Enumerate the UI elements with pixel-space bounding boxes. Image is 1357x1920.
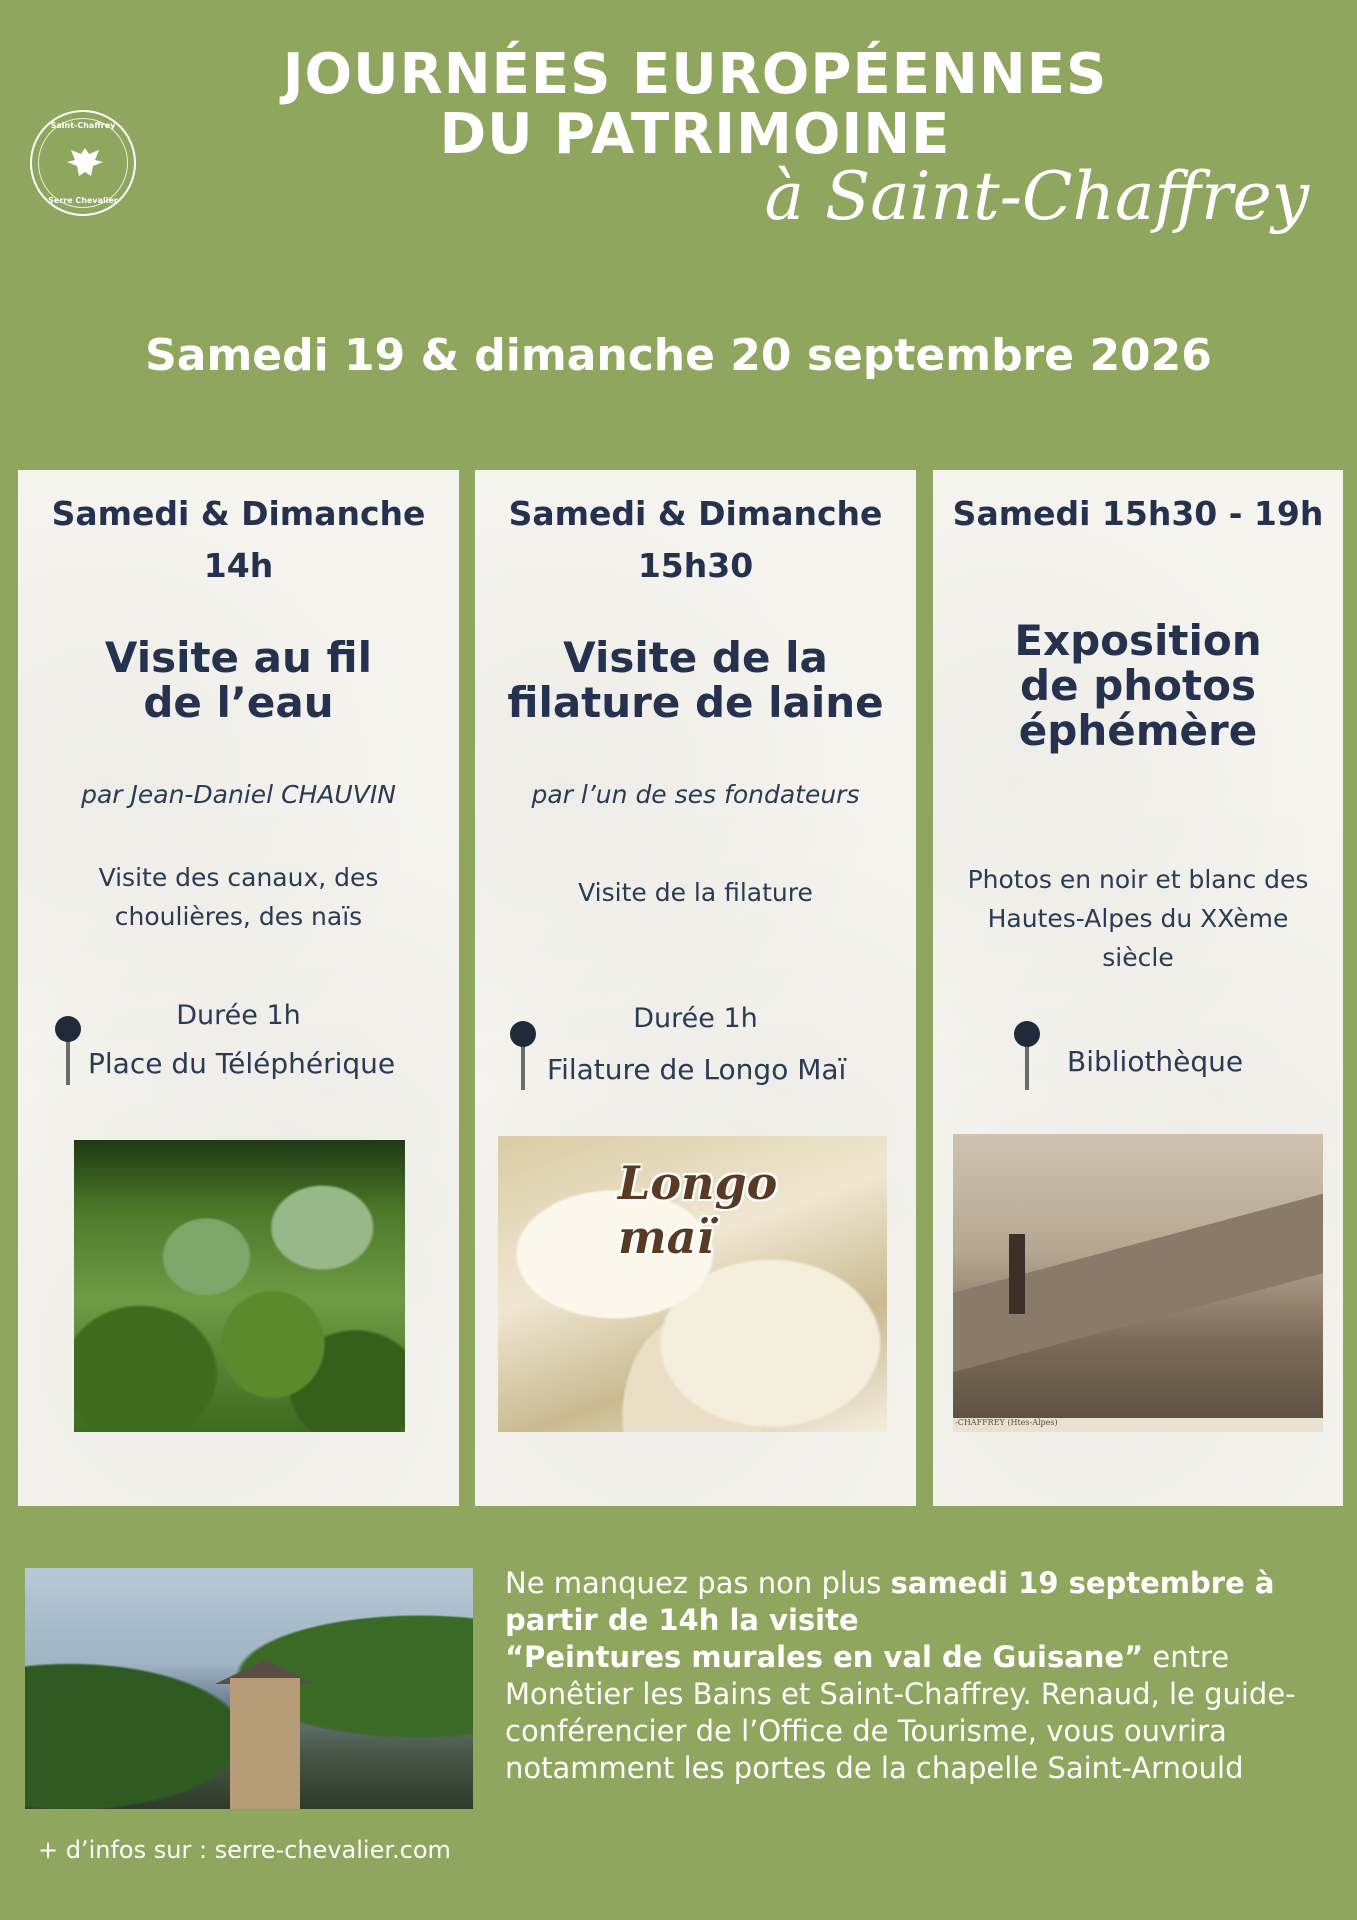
event-days: Samedi 15h30 - 19h [952, 494, 1324, 533]
description-line: Visite de la filature [578, 878, 813, 907]
event-location: Bibliothèque [1067, 1045, 1244, 1078]
event-time [933, 488, 1343, 540]
event-time [18, 488, 459, 592]
event-hour: 15h30 [637, 546, 754, 585]
wool-photo [498, 1136, 887, 1432]
event-days: Samedi & Dimanche [508, 494, 883, 533]
info-highlight: samedi 19 septembre à partir de 14h la visite [505, 1566, 1275, 1637]
event-title [475, 635, 916, 725]
description-line: siècle [1102, 943, 1174, 972]
vintage-village-photo [953, 1134, 1323, 1432]
logo-top-text: Saint-Chaffrey [50, 121, 116, 130]
event-title-line: Exposition [1014, 616, 1262, 665]
event-guide: par l’un de ses fondateurs [531, 780, 860, 809]
event-card-photo-exhibition [933, 470, 1343, 1506]
event-title-line: Visite de la [563, 633, 828, 682]
event-description [485, 873, 906, 912]
event-time [475, 488, 916, 592]
description-line: Hautes-Alpes du XXème [987, 904, 1289, 933]
map-pin-icon [1013, 1020, 1041, 1092]
title-script: à Saint-Chaffrey [764, 158, 1309, 235]
postcard-caption: -CHAFFREY (Htes-Alpes) [953, 1418, 1323, 1432]
description-line: Photos en noir et blanc des [967, 865, 1309, 894]
event-duration: Durée 1h [176, 1000, 301, 1031]
event-card-wool-mill [475, 470, 916, 1506]
vegetable-garden-photo [74, 1140, 405, 1432]
description-line: choulières, des naïs [114, 902, 363, 931]
event-description [28, 858, 449, 936]
additional-visit-info [505, 1565, 1325, 1787]
eagle-icon [65, 142, 105, 182]
church-spire [1009, 1234, 1025, 1314]
event-location: Place du Téléphérique [88, 1047, 396, 1080]
event-location: Filature de Longo Maï [547, 1053, 847, 1086]
chapel-bell-tower [230, 1678, 300, 1809]
description-line: Visite des canaux, des [98, 863, 379, 892]
info-text: Ne manquez pas non plus [505, 1566, 891, 1600]
event-guide: par Jean-Daniel CHAUVIN [81, 780, 396, 809]
website-link[interactable]: + d’infos sur : serre-chevalier.com [38, 1836, 451, 1864]
info-visit-name: “Peintures murales en val de Guisane” [505, 1640, 1144, 1674]
logo-bottom-text: Serre Chevalier [48, 196, 118, 205]
event-hour: 14h [203, 546, 274, 585]
saint-chaffrey-logo [30, 110, 136, 216]
event-card-water-visit [18, 470, 459, 1506]
event-title-line: éphémère [1018, 706, 1258, 755]
event-days: Samedi & Dimanche [51, 494, 426, 533]
event-dates: Samedi 19 & dimanche 20 septembre 2026 [145, 330, 1212, 381]
event-duration: Durée 1h [633, 1003, 758, 1034]
title-line-2: DU PATRIMOINE [439, 102, 951, 167]
event-title-line: de photos [1020, 661, 1256, 710]
event-title-line: Visite au fil [104, 633, 373, 682]
event-title [933, 618, 1343, 753]
longo-mai-logo-text: Longo maï [618, 1156, 778, 1264]
event-description [943, 860, 1333, 977]
event-title [18, 635, 459, 725]
title-line-1: JOURNÉES EUROPÉENNES [282, 42, 1108, 107]
event-title-line: de l’eau [143, 678, 334, 727]
event-title-line: filature de laine [507, 678, 884, 727]
chapel-photo [25, 1568, 473, 1809]
info-text: entre Monêtier les Bains et Saint-Chaffrey. Renaud, le guide-conférencier de l’Office de Tourisme, vous ouvrira notamment les portes de la chapelle Saint-Arnould [505, 1640, 1296, 1785]
